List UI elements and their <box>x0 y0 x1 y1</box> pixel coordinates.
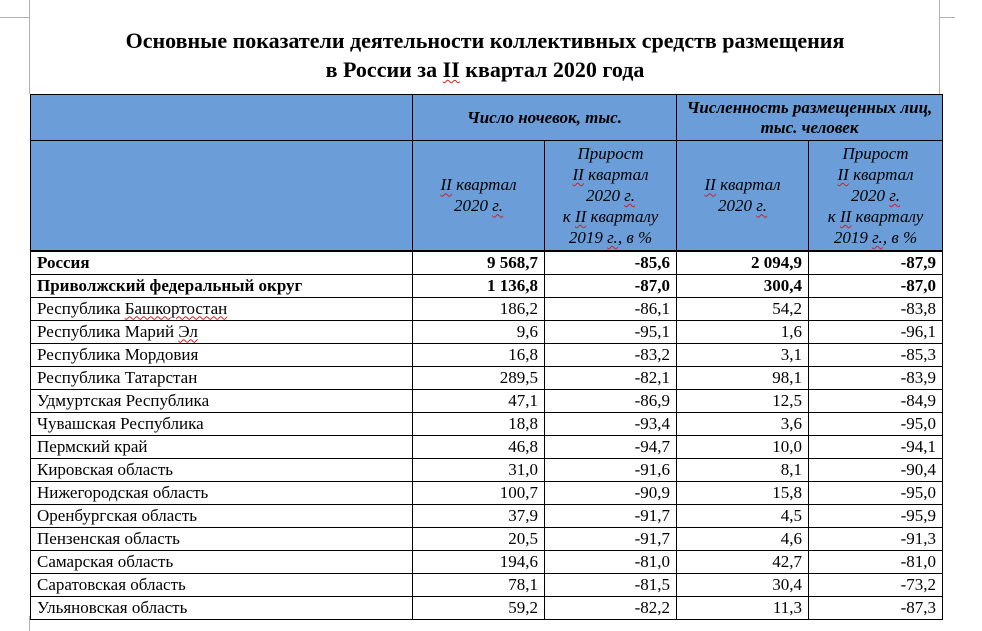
title-line-2-pre: в России за <box>325 57 443 82</box>
region-name: Нижегородская область <box>31 481 413 504</box>
cell-guests: 3,6 <box>677 412 809 435</box>
cell-guests-growth: -85,3 <box>809 343 943 366</box>
cell-guests-growth: -90,4 <box>809 458 943 481</box>
sub-g-year-2: 2019 <box>833 227 873 247</box>
cell-overnights: 100,7 <box>413 481 545 504</box>
sub-q-numeral: II <box>440 175 452 195</box>
sub-g-word: квартал <box>583 164 649 184</box>
cell-guests-growth: -91,3 <box>809 527 943 550</box>
cell-overnights: 9,6 <box>413 320 545 343</box>
cell-guests: 11,3 <box>677 596 809 619</box>
table-row-russia <box>31 251 943 275</box>
cell-guests: 1,6 <box>677 320 809 343</box>
region-name: Самарская область <box>31 550 413 573</box>
sub-q-line1 <box>419 174 538 195</box>
region-name: Республика Татарстан <box>31 366 413 389</box>
sub-q-numeral: II <box>704 175 716 195</box>
region-name-spell: Эл <box>178 321 198 341</box>
cell-guests-growth: -95,9 <box>809 504 943 527</box>
table-row <box>31 366 943 389</box>
table-row <box>31 504 943 527</box>
region-name-spell: Башкортостан <box>124 298 228 318</box>
sub-g-line4 <box>815 206 936 227</box>
sub-g-k: к <box>562 206 575 226</box>
cell-guests-growth: -83,8 <box>809 297 943 320</box>
cell-guests-growth: -84,9 <box>809 389 943 412</box>
table-row <box>31 527 943 550</box>
sub-g-numeral: II <box>572 164 584 184</box>
sub-q-line2 <box>683 195 802 216</box>
cell-guests: 54,2 <box>677 297 809 320</box>
cell-overnights-growth: -85,6 <box>545 251 677 275</box>
cell-guests-growth: -81,0 <box>809 550 943 573</box>
cell-overnights-growth: -94,7 <box>545 435 677 458</box>
cell-guests: 98,1 <box>677 366 809 389</box>
sub-g-line2 <box>551 164 670 185</box>
sub-q-line2 <box>419 195 538 216</box>
cell-overnights: 47,1 <box>413 389 545 412</box>
region-name-pre: Республика Марий <box>37 321 179 341</box>
cell-overnights: 46,8 <box>413 435 545 458</box>
table-row <box>31 481 943 504</box>
cell-overnights-growth: -91,6 <box>545 458 677 481</box>
region-name: Пермский край <box>31 435 413 458</box>
cell-overnights: 1 136,8 <box>413 274 545 297</box>
title-line-2-post: квартал 2020 года <box>459 57 645 82</box>
table-row <box>31 320 943 343</box>
sub-g-numeral-2: II <box>839 206 852 226</box>
table-row <box>31 343 943 366</box>
crop-mark <box>939 0 940 18</box>
sub-g-word-2: кварталу <box>851 206 924 226</box>
cell-overnights-growth: -91,7 <box>545 504 677 527</box>
cell-overnights-growth: -93,4 <box>545 412 677 435</box>
cell-overnights-growth: -91,7 <box>545 527 677 550</box>
cell-overnights-growth: -81,5 <box>545 573 677 596</box>
cell-guests: 8,1 <box>677 458 809 481</box>
cell-overnights-growth: -81,0 <box>545 550 677 573</box>
sub-g-k: к <box>827 206 840 226</box>
cell-guests-growth: -96,1 <box>809 320 943 343</box>
cell-overnights-growth: -87,0 <box>545 274 677 297</box>
sub-g-g: г. <box>889 185 900 205</box>
cell-overnights: 37,9 <box>413 504 545 527</box>
table-row <box>31 412 943 435</box>
sub-g-numeral: II <box>837 164 849 184</box>
region-name <box>31 297 413 320</box>
header-corner-cell <box>31 95 413 141</box>
sub-g-pct: , в % <box>882 227 918 247</box>
sub-g-line3 <box>815 185 936 206</box>
cell-guests: 3,1 <box>677 343 809 366</box>
cell-overnights: 59,2 <box>413 596 545 619</box>
cell-guests: 10,0 <box>677 435 809 458</box>
cell-guests: 300,4 <box>677 274 809 297</box>
cell-guests: 42,7 <box>677 550 809 573</box>
sub-q-word: квартал <box>715 175 781 195</box>
cell-guests-growth: -95,0 <box>809 412 943 435</box>
region-name-pre: Республика <box>37 298 125 318</box>
table-row <box>31 458 943 481</box>
table-row <box>31 297 943 320</box>
sub-g-line1: Прирост <box>842 143 909 163</box>
sub-g-g: г. <box>624 185 635 205</box>
sub-g-line4 <box>551 206 670 227</box>
cell-overnights: 78,1 <box>413 573 545 596</box>
sub-g-line2 <box>815 164 936 185</box>
region-name: Республика Мордовия <box>31 343 413 366</box>
sub-g-word: квартал <box>848 164 914 184</box>
sub-g-line5 <box>815 227 936 248</box>
cell-guests-growth: -73,2 <box>809 573 943 596</box>
cell-guests-growth: -87,3 <box>809 596 943 619</box>
sub-g-line1: Прирост <box>577 143 644 163</box>
cell-guests: 12,5 <box>677 389 809 412</box>
subheader-q2-overnights <box>413 141 545 251</box>
cell-overnights-growth: -86,9 <box>545 389 677 412</box>
sub-g-year: 2020 <box>851 185 890 205</box>
cell-guests: 2 094,9 <box>677 251 809 275</box>
subheader-growth-overnights <box>545 141 677 251</box>
cell-overnights-growth: -90,9 <box>545 481 677 504</box>
sub-g-g-2: г. <box>607 227 618 247</box>
sub-g-g-2: г. <box>872 227 883 247</box>
cell-guests-growth: -95,0 <box>809 481 943 504</box>
statistics-table <box>30 94 943 620</box>
cell-guests-growth: -94,1 <box>809 435 943 458</box>
cell-overnights-growth: -83,2 <box>545 343 677 366</box>
title-line-2 <box>30 55 940 84</box>
region-name: Чувашская Республика <box>31 412 413 435</box>
cell-guests-growth: -83,9 <box>809 366 943 389</box>
region-name: Приволжский федеральный округ <box>31 274 413 297</box>
cell-guests-growth: -87,0 <box>809 274 943 297</box>
table-sub-header-row <box>31 141 943 251</box>
cell-overnights: 31,0 <box>413 458 545 481</box>
table-row-volga-district <box>31 274 943 297</box>
group-header-guests: Численность размещенных лиц, тыс. человек <box>677 95 943 141</box>
table-row <box>31 435 943 458</box>
table-row <box>31 389 943 412</box>
cell-overnights-growth: -86,1 <box>545 297 677 320</box>
region-name: Пензенская область <box>31 527 413 550</box>
sub-g-word-2: кварталу <box>586 206 659 226</box>
cell-guests: 4,5 <box>677 504 809 527</box>
cell-guests: 30,4 <box>677 573 809 596</box>
crop-mark <box>0 17 29 18</box>
sub-q-year: 2020 <box>454 196 493 216</box>
sub-q-year: 2020 <box>718 196 757 216</box>
region-name: Оренбургская область <box>31 504 413 527</box>
cell-overnights-growth: -82,2 <box>545 596 677 619</box>
crop-mark <box>29 0 30 18</box>
cell-overnights: 194,6 <box>413 550 545 573</box>
cell-overnights: 16,8 <box>413 343 545 366</box>
document-title <box>30 26 940 84</box>
cell-overnights-growth: -82,1 <box>545 366 677 389</box>
cell-guests: 15,8 <box>677 481 809 504</box>
sub-q-word: квартал <box>451 175 517 195</box>
sub-q-g: г. <box>756 196 767 216</box>
cell-overnights-growth: -95,1 <box>545 320 677 343</box>
header-region-cell <box>31 141 413 251</box>
subheader-growth-guests <box>809 141 943 251</box>
sub-q-line1 <box>683 174 802 195</box>
crop-mark <box>940 17 955 18</box>
region-name: Удмуртская Республика <box>31 389 413 412</box>
title-quarter-numeral: II <box>442 57 460 82</box>
cell-overnights: 186,2 <box>413 297 545 320</box>
sub-g-line5 <box>551 227 670 248</box>
sub-g-line3 <box>551 185 670 206</box>
cell-overnights: 20,5 <box>413 527 545 550</box>
sub-q-g: г. <box>492 196 503 216</box>
table-group-header-row <box>31 95 943 141</box>
cell-overnights: 18,8 <box>413 412 545 435</box>
sub-g-numeral-2: II <box>574 206 587 226</box>
cell-overnights: 9 568,7 <box>413 251 545 275</box>
region-name: Россия <box>31 251 413 275</box>
cell-guests-growth: -87,9 <box>809 251 943 275</box>
subheader-q2-guests <box>677 141 809 251</box>
sub-g-year: 2020 <box>586 185 625 205</box>
table-row <box>31 596 943 619</box>
region-name <box>31 320 413 343</box>
region-name: Ульяновская область <box>31 596 413 619</box>
sub-g-pct: , в % <box>617 227 653 247</box>
title-line-1: Основные показатели деятельности коллективных средств размещения <box>125 28 845 53</box>
table-row <box>31 573 943 596</box>
region-name: Саратовская область <box>31 573 413 596</box>
sub-g-year-2: 2019 <box>568 227 608 247</box>
cell-overnights: 289,5 <box>413 366 545 389</box>
table-row <box>31 550 943 573</box>
region-name: Кировская область <box>31 458 413 481</box>
group-header-overnights: Число ночевок, тыс. <box>413 95 677 141</box>
cell-guests: 4,6 <box>677 527 809 550</box>
